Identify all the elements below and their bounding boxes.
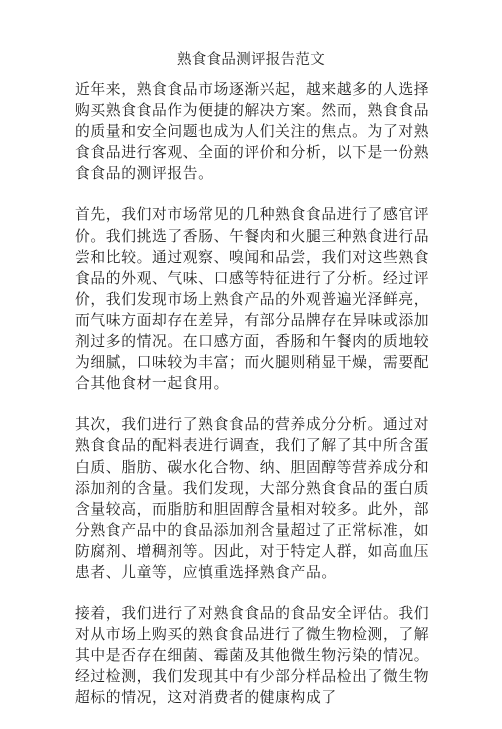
paragraph-intro: 近年来，熟食食品市场逐渐兴起，越来越多的人选择购买熟食食品作为便捷的解决方案。然而，熟食食品的质量和安全问题也成为人们关注的焦点。为了对熟食食品进行客观、全面的评价和分析，以下是一份熟食食品的测评报告。: [75, 81, 430, 183]
paragraph-safety-assessment: 接着，我们进行了对熟食食品的食品安全评估。我们对从市场上购买的熟食食品进行了微生物检测，了解其中是否存在细菌、霉菌及其他微生物污染的情况。经过检测，我们发现其中有少部分样品检出了微生物超标的情况，这对消费者的健康构成了: [75, 605, 430, 707]
paragraph-nutrition-analysis: 其次，我们进行了熟食食品的营养成分分析。通过对熟食食品的配料表进行调查，我们了解了其中所含蛋白质、脂肪、碳水化合物、纳、胆固醇等营养成分和添加剂的含量。我们发现，大部分熟食食品的蛋白质含量较高，而脂肪和胆固醇含量相对较多。此外，部分熟食产品中的食品添加剂含量超过了正常标准，如防腐剂、增稠剂等。因此，对于特定人群，如高血压患者、儿童等，应慎重选择熟食产品。: [75, 416, 430, 581]
paragraph-sensory-evaluation: 首先，我们对市场常见的几种熟食食品进行了感官评价。我们挑选了香肠、午餐肉和火腿三种熟食进行品尝和比较。通过观察、嗅闻和品尝，我们对这些熟食食品的外观、气味、口感等特征进行了分析。经过评价，我们发现市场上熟食产品的外观普遍光泽鲜亮，而气味方面却存在差异，有部分品牌存在异味或添加剂过多的情况。在口感方面，香肠和午餐肉的质地较为细腻，口味较为丰富；而火腿则稍显干燥，需要配合其他食材一起食用。: [75, 206, 430, 393]
document-title: 熟食食品测评报告范文: [177, 52, 325, 68]
document-body: [75, 79, 433, 729]
